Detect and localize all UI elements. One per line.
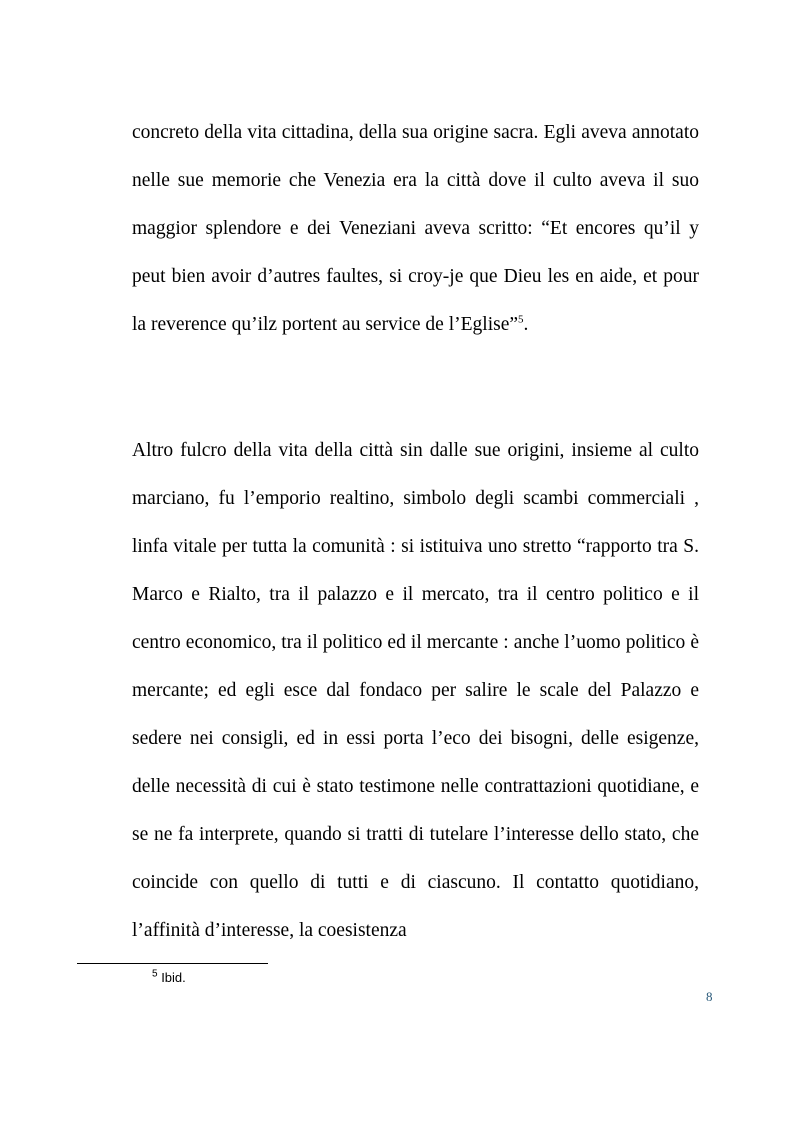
paragraph-text: concreto della vita cittadina, della sua origine sacra. Egli aveva annotato nelle sue memorie che Venezia era la città dove il culto aveva il suo maggior splendore e dei Veneziani aveva scritto: “Et encores qu’il y peut bien avoir d’autres faultes, si croy-je que Dieu les en aide, et pour la reverence qu’ilz portent au service de l’Eglise” <box>132 122 699 335</box>
footnote <box>152 969 186 987</box>
footnote-text: Ibid. <box>161 970 186 985</box>
paragraph-trailing-punctuation: . <box>523 314 529 335</box>
footnote-separator <box>77 963 268 964</box>
paragraph-text: Altro fulcro della vita della città sin dalle sue origini, insieme al culto marciano, fu l’emporio realtino, simbolo degli scambi commerciali , linfa vitale per tutta la comunità : si istituiva uno stretto “rapporto tra S. Marco e Rialto, tra il palazzo e il mercato, tra il centro politico e il centro economico, tra il politico ed il mercante : anche l’uomo politico è mercante; ed egli esce dal fondaco per salire le scale del Palazzo e sedere nei consigli, ed in essi porta l’eco dei bisogni, delle esigenze, delle necessità di cui è stato testimone nelle contrattazioni quotidiane, e se ne fa interprete, quando si tratti di tutelare l’interesse dello stato, che coincide con quello di tutti e di ciascuno. Il contatto quotidiano, l’affinità d’interesse, la coesistenza <box>132 440 699 941</box>
footnote-reference[interactable]: 5 <box>518 313 524 326</box>
body-paragraph-1 <box>132 109 699 349</box>
page-number: 8 <box>706 989 713 1004</box>
body-paragraph-2 <box>132 427 699 955</box>
footnote-number: 5 <box>152 968 158 980</box>
